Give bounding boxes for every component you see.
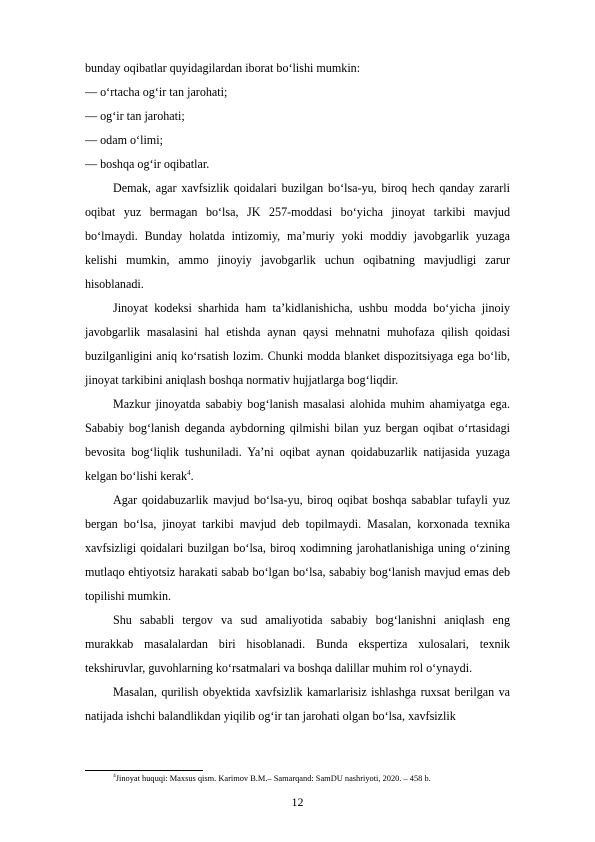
footnote (113, 773, 431, 784)
paragraph: Shu sababli tergov va sud amaliyotida sababiy bog‘lanishni aniqlash eng murakkab masalalardan biri hisoblanadi. Bunda ekspertiza xulosalari, texnik tekshiruvlar, guvohlarning ko‘rsatmalari va boshqa dalillar muhim rol o‘ynaydi. (85, 613, 510, 675)
paragraph: Demak, agar xavfsizlik qoidalari buzilgan bo‘lsa-yu, biroq hech qanday zararli oqibat yuz bermagan bo‘lsa, JK 257-moddasi bo‘yicha jinoyat tarkibi mavjud bo‘lmaydi. Bunday holatda intizomiy, ma’muriy yoki moddiy javobgarlik yuzaga kelishi mumkin, ammo jinoyiy javobgarlik uchun oqibatning mavjudligi zarur hisoblanadi. (85, 181, 510, 291)
list-item: — o‘rtacha og‘ir tan jarohati; (85, 85, 228, 99)
page-number: 12 (291, 795, 304, 809)
body-text (85, 56, 510, 728)
paragraph-end-period: . (190, 469, 194, 483)
list-item: — odam o‘limi; (85, 133, 163, 147)
list-item: — boshqa og‘ir oqibatlar. (85, 157, 210, 171)
list-item: — og‘ir tan jarohati; (85, 109, 185, 123)
intro-line: bunday oqibatlar quyidagilardan iborat bo‘lishi mumkin: (85, 61, 361, 75)
paragraph-text: Mazkur jinoyatda sababiy bog‘lanish masalasi alohida muhim ahamiyatga ega. Sababiy bog‘lanish deganda aybdorning qilmishi bilan yuz bergan oqibat o‘rtasidagi bevosita bog‘liqlik tushuniladi. Ya’ni oqibat aynan qoidabuzarlik natijasida yuzaga kelgan bo‘lishi kerak (85, 397, 510, 483)
paragraph: Jinoyat kodeksi sharhida ham ta’kidlanishicha, ushbu modda bo‘yicha jinoiy javobgarlik masalasini hal etishda aynan qaysi mehnatni muhofaza qilish qoidasi buzilganligini aniq ko‘rsatish lozim. Chunki modda blanket dispozitsiyaga ega bo‘lib, jinoyat tarkibini aniqlash boshqa normativ hujjatlarga bog‘liqdir. (85, 301, 510, 387)
paragraph-with-footnote (85, 392, 510, 488)
paragraph: Masalan, qurilish obyektida xavfsizlik kamarlarisiz ishlashga ruxsat berilgan va natijada ishchi balandlikdan yiqilib og‘ir tan jarohati olgan bo‘lsa, xavfsizlik (85, 685, 510, 723)
footnote-text: Jinoyat huquqi: Maxsus qism. Karimov B.M.– Samarqand: SamDU nashriyoti, 2020. – 458 b. (115, 774, 431, 783)
footnote-number: 4 (113, 773, 116, 780)
footnote-separator (85, 770, 203, 771)
footnote-reference[interactable]: 4 (187, 468, 191, 477)
paragraph: Agar qoidabuzarlik mavjud bo‘lsa-yu, biroq oqibat boshqa sabablar tufayli yuz bergan bo‘lsa, jinoyat tarkibi mavjud deb topilmaydi. Masalan, korxonada texnika xavfsizligi qoidalari buzilgan bo‘lsa, biroq xodimning jarohatlanishiga uning o‘zining mutlaqo ehtiyotsiz harakati sabab bo‘lgan bo‘lsa, sababiy bog‘lanish mavjud emas deb topilishi mumkin. (85, 493, 510, 603)
